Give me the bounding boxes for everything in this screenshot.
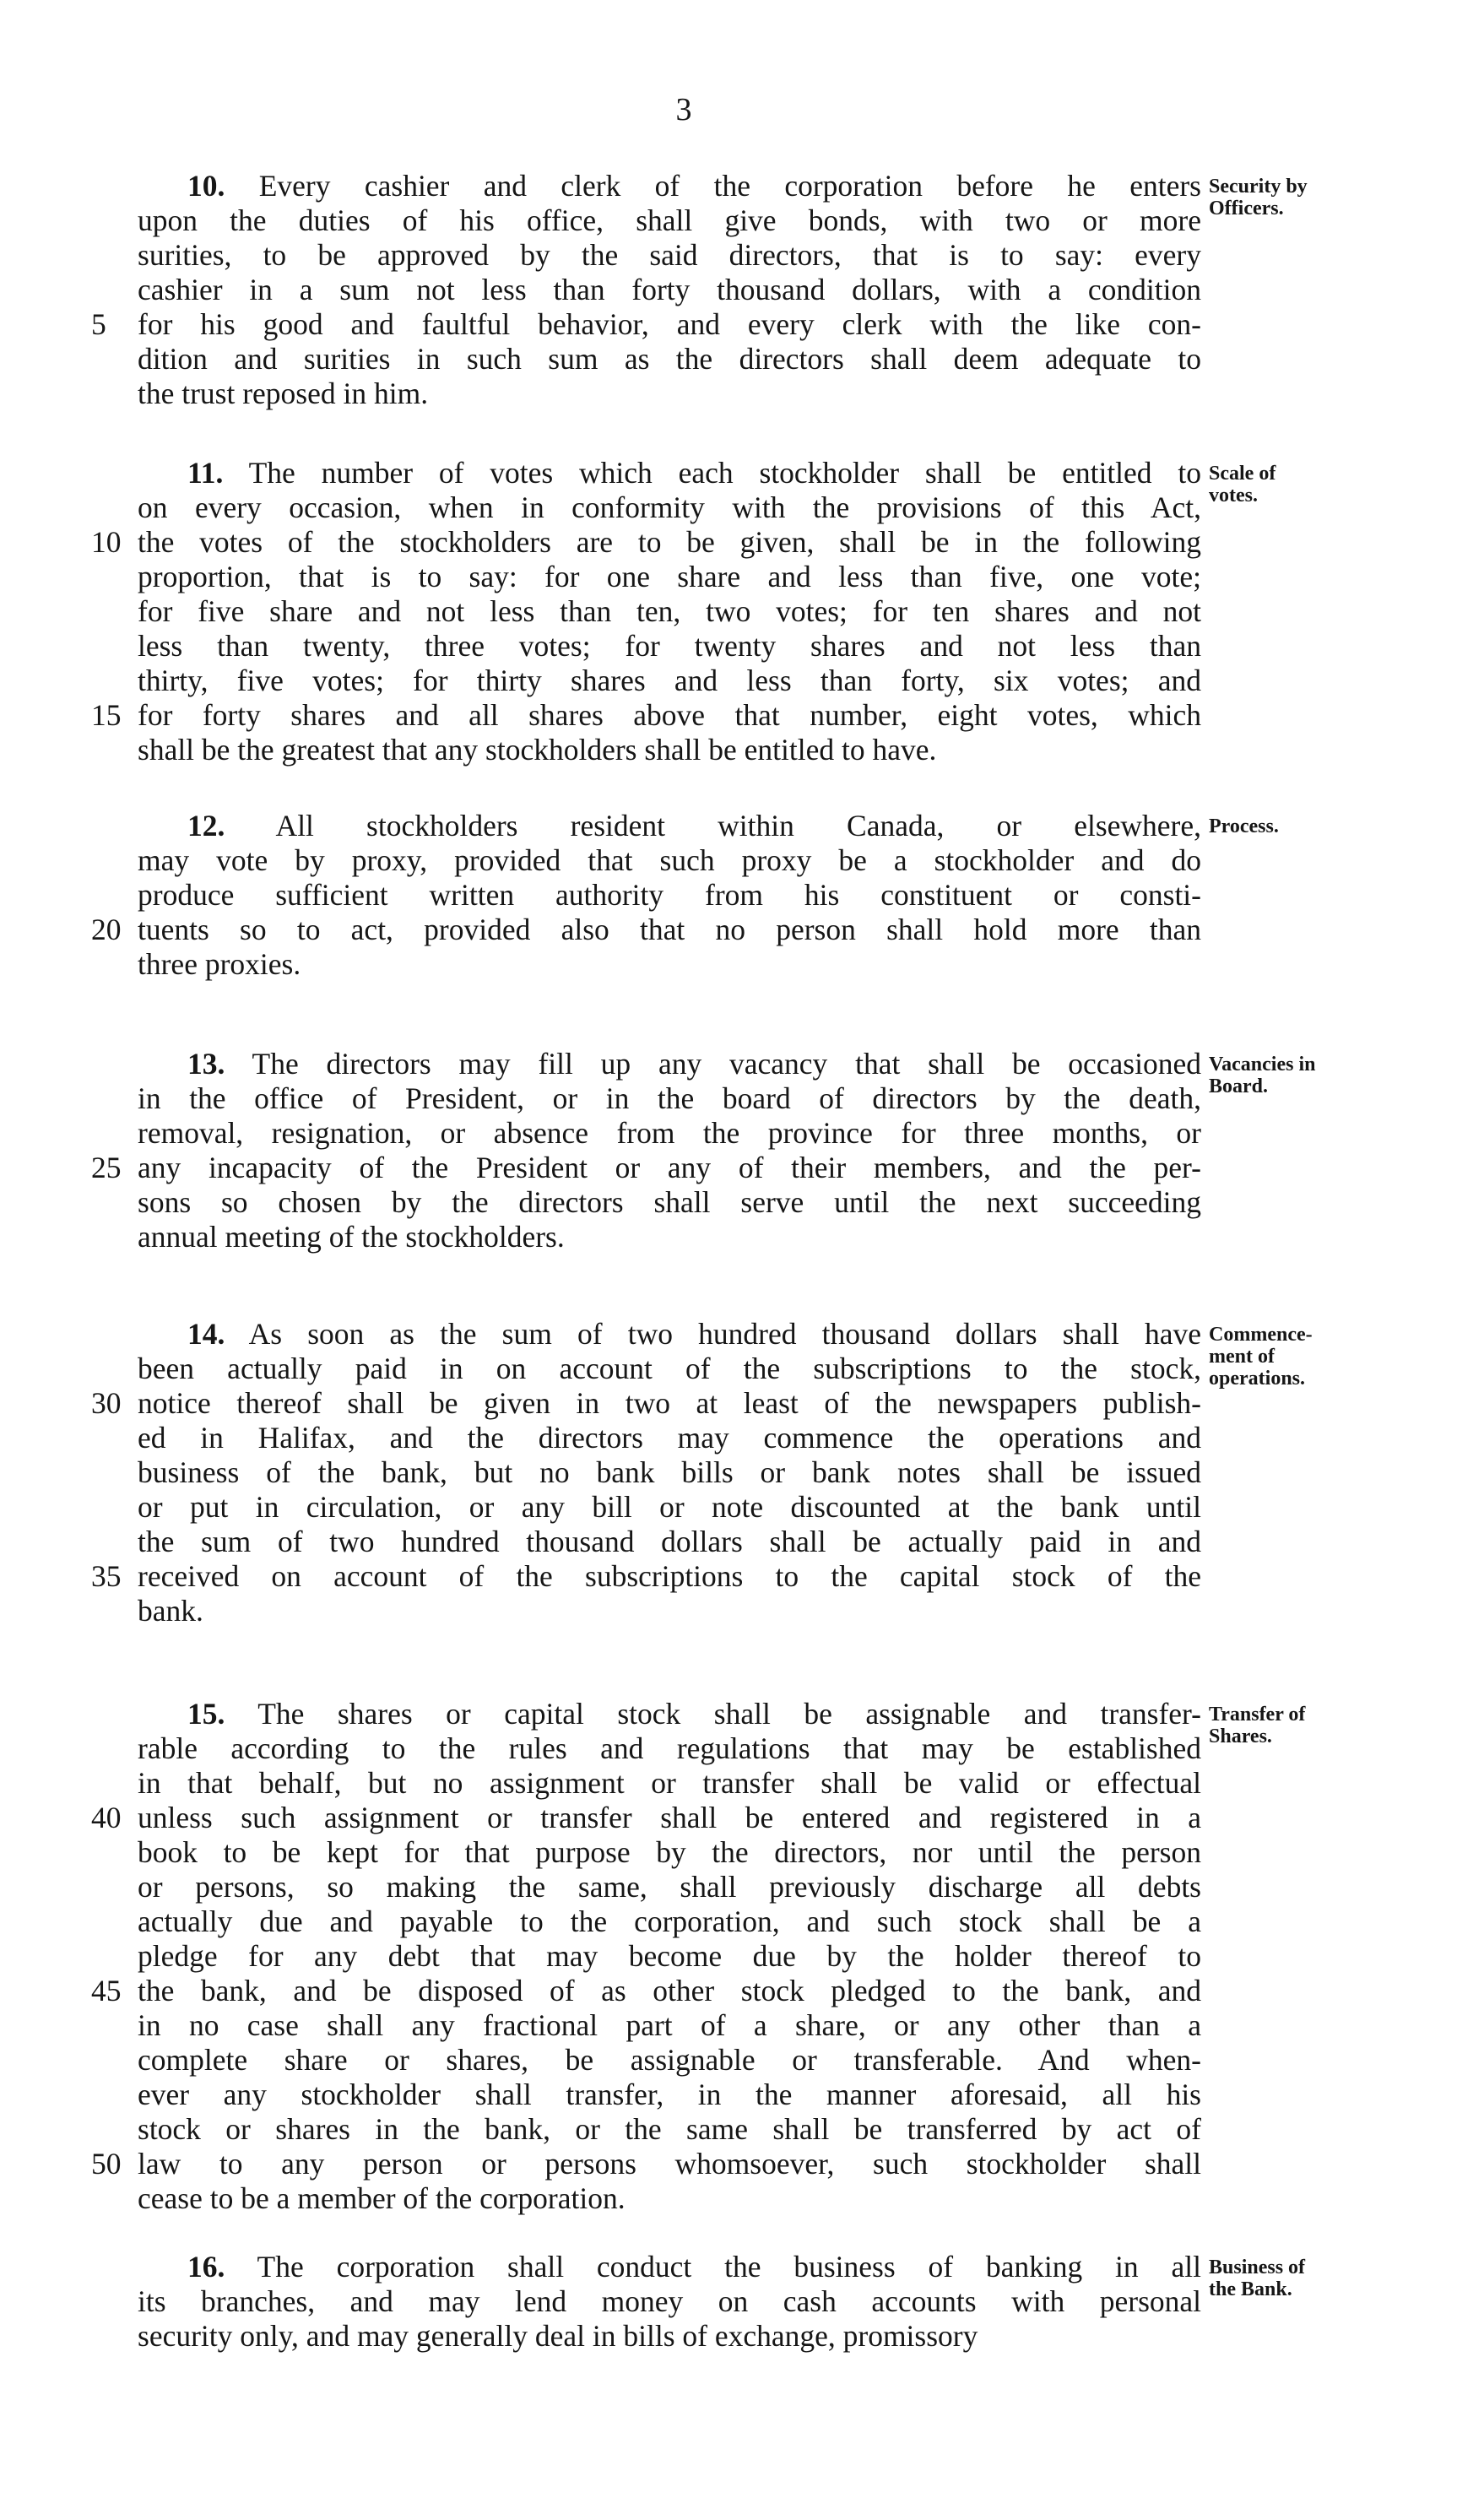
margin-line-number: 50: [91, 2147, 122, 2181]
side-note: Vacancies in: [1209, 1054, 1316, 1075]
margin-line-number: 10: [91, 525, 122, 559]
side-note: Commence-: [1209, 1324, 1313, 1346]
text-line: or persons, so making the same, shall previously discharge all debts: [138, 1870, 1201, 1904]
side-note: votes.: [1209, 485, 1258, 507]
text-line: actually due and payable to the corporation, and such stock shall be a: [138, 1904, 1201, 1938]
text-line: removal, resignation, or absence from the province for three months, or: [138, 1116, 1201, 1150]
margin-line-number: 30: [91, 1386, 122, 1420]
text-line: in no case shall any fractional part of a share, or any other than a: [138, 2008, 1201, 2042]
text-line: dition and surities in such sum as the directors shall deem adequate to: [138, 342, 1201, 376]
text-line: received on account of the subscriptions to the capital stock of the: [138, 1559, 1201, 1593]
text-line: 12. All stockholders resident within Canada, or elsewhere,: [187, 809, 1201, 842]
margin-line-number: 45: [91, 1974, 122, 2007]
text-line: or put in circulation, or any bill or note discounted at the bank until: [138, 1490, 1201, 1524]
text-line: may vote by proxy, provided that such proxy be a stockholder and do: [138, 843, 1201, 877]
side-note: ment of: [1209, 1346, 1275, 1368]
text-line: thirty, five votes; for thirty shares and less than forty, six votes; and: [138, 664, 1201, 697]
text-line: notice thereof shall be given in two at least of the newspapers publish-: [138, 1386, 1201, 1420]
side-note: Board.: [1209, 1075, 1269, 1097]
text-line: proportion, that is to say: for one share and less than five, one vote;: [138, 560, 1201, 593]
side-note: Process.: [1209, 815, 1279, 837]
text-line: the sum of two hundred thousand dollars shall be actually paid in and: [138, 1525, 1201, 1558]
text-line: 11. The number of votes which each stockholder shall be entitled to: [187, 456, 1201, 490]
text-line: business of the bank, but no bank bills or bank notes shall be issued: [138, 1455, 1201, 1489]
text-line: stock or shares in the bank, or the same shall be transferred by act of: [138, 2112, 1201, 2146]
section-number: 13.: [187, 1047, 225, 1081]
text-line: 16. The corporation shall conduct the business of banking in all: [187, 2250, 1201, 2284]
section-number: 12.: [187, 809, 225, 842]
margin-line-number: 35: [91, 1559, 122, 1593]
text-line: three proxies.: [138, 947, 301, 981]
text-line: in the office of President, or in the board of directors by the death,: [138, 1081, 1201, 1115]
page-number: 3: [675, 92, 692, 127]
section-number: 16.: [187, 2250, 225, 2284]
text-line: 14. As soon as the sum of two hundred thousand dollars shall have: [187, 1317, 1201, 1351]
text-line: its branches, and may lend money on cash accounts with personal: [138, 2284, 1201, 2318]
text-line: security only, and may generally deal in bills of exchange, promissory: [138, 2319, 978, 2353]
text-line: for his good and faultful behavior, and every clerk with the like con-: [138, 307, 1201, 341]
text-line: been actually paid in on account of the subscriptions to the stock,: [138, 1352, 1201, 1385]
text-line: book to be kept for that purpose by the directors, nor until the person: [138, 1835, 1201, 1869]
side-note: the Bank.: [1209, 2278, 1292, 2300]
text-line: produce sufficient written authority from his constituent or consti-: [138, 878, 1201, 912]
margin-line-number: 25: [91, 1151, 122, 1184]
section-number: 15.: [187, 1697, 225, 1731]
text-line: the votes of the stockholders are to be given, shall be in the following: [138, 525, 1201, 559]
text-line: unless such assignment or transfer shall be entered and registered in a: [138, 1801, 1201, 1834]
side-note: Business of: [1209, 2256, 1306, 2278]
margin-line-number: 5: [91, 307, 106, 341]
margin-line-number: 15: [91, 698, 122, 732]
text-line: pledge for any debt that may become due by the holder thereof to: [138, 1939, 1201, 1973]
side-note: Security by: [1209, 176, 1308, 198]
side-note: Scale of: [1209, 463, 1276, 485]
text-line: in that behalf, but no assignment or transfer shall be valid or effectual: [138, 1766, 1201, 1800]
section-number: 14.: [187, 1317, 225, 1351]
text-line: for five share and not less than ten, two votes; for ten shares and not: [138, 594, 1201, 628]
text-line: less than twenty, three votes; for twenty shares and not less than: [138, 629, 1201, 663]
margin-line-number: 40: [91, 1801, 122, 1834]
side-note: Transfer of: [1209, 1704, 1306, 1726]
text-line: rable according to the rules and regulations that may be established: [138, 1731, 1201, 1765]
text-line: 15. The shares or capital stock shall be assignable and transfer-: [187, 1697, 1201, 1731]
section-number: 10.: [187, 169, 225, 203]
text-line: complete share or shares, be assignable or transferable. And when-: [138, 2043, 1201, 2077]
text-line: cashier in a sum not less than forty thousand dollars, with a condition: [138, 273, 1201, 306]
text-line: for forty shares and all shares above that number, eight votes, which: [138, 698, 1201, 732]
side-note: operations.: [1209, 1368, 1305, 1390]
text-line: 13. The directors may fill up any vacancy that shall be occasioned: [187, 1047, 1201, 1081]
text-line: the trust reposed in him.: [138, 377, 429, 410]
text-line: upon the duties of his office, shall give bonds, with two or more: [138, 203, 1201, 237]
section-number: 11.: [187, 456, 224, 490]
text-line: surities, to be approved by the said directors, that is to say: every: [138, 238, 1201, 272]
side-note: Shares.: [1209, 1726, 1272, 1747]
text-line: ed in Halifax, and the directors may commence the operations and: [138, 1421, 1201, 1455]
text-line: any incapacity of the President or any of their members, and the per-: [138, 1151, 1201, 1184]
text-line: sons so chosen by the directors shall serve until the next succeeding: [138, 1185, 1201, 1219]
text-line: 10. Every cashier and clerk of the corporation before he enters: [187, 169, 1201, 203]
margin-line-number: 20: [91, 913, 122, 946]
text-line: the bank, and be disposed of as other stock pledged to the bank, and: [138, 1974, 1201, 2007]
text-line: cease to be a member of the corporation.: [138, 2181, 626, 2215]
text-line: law to any person or persons whomsoever, such stockholder shall: [138, 2147, 1201, 2181]
text-line: shall be the greatest that any stockholders shall be entitled to have.: [138, 733, 937, 767]
text-line: tuents so to act, provided also that no person shall hold more than: [138, 913, 1201, 946]
text-line: bank.: [138, 1594, 203, 1628]
text-line: annual meeting of the stockholders.: [138, 1220, 565, 1254]
side-note: Officers.: [1209, 198, 1284, 219]
text-line: ever any stockholder shall transfer, in the manner aforesaid, all his: [138, 2078, 1201, 2111]
text-line: on every occasion, when in conformity with the provisions of this Act,: [138, 490, 1201, 524]
